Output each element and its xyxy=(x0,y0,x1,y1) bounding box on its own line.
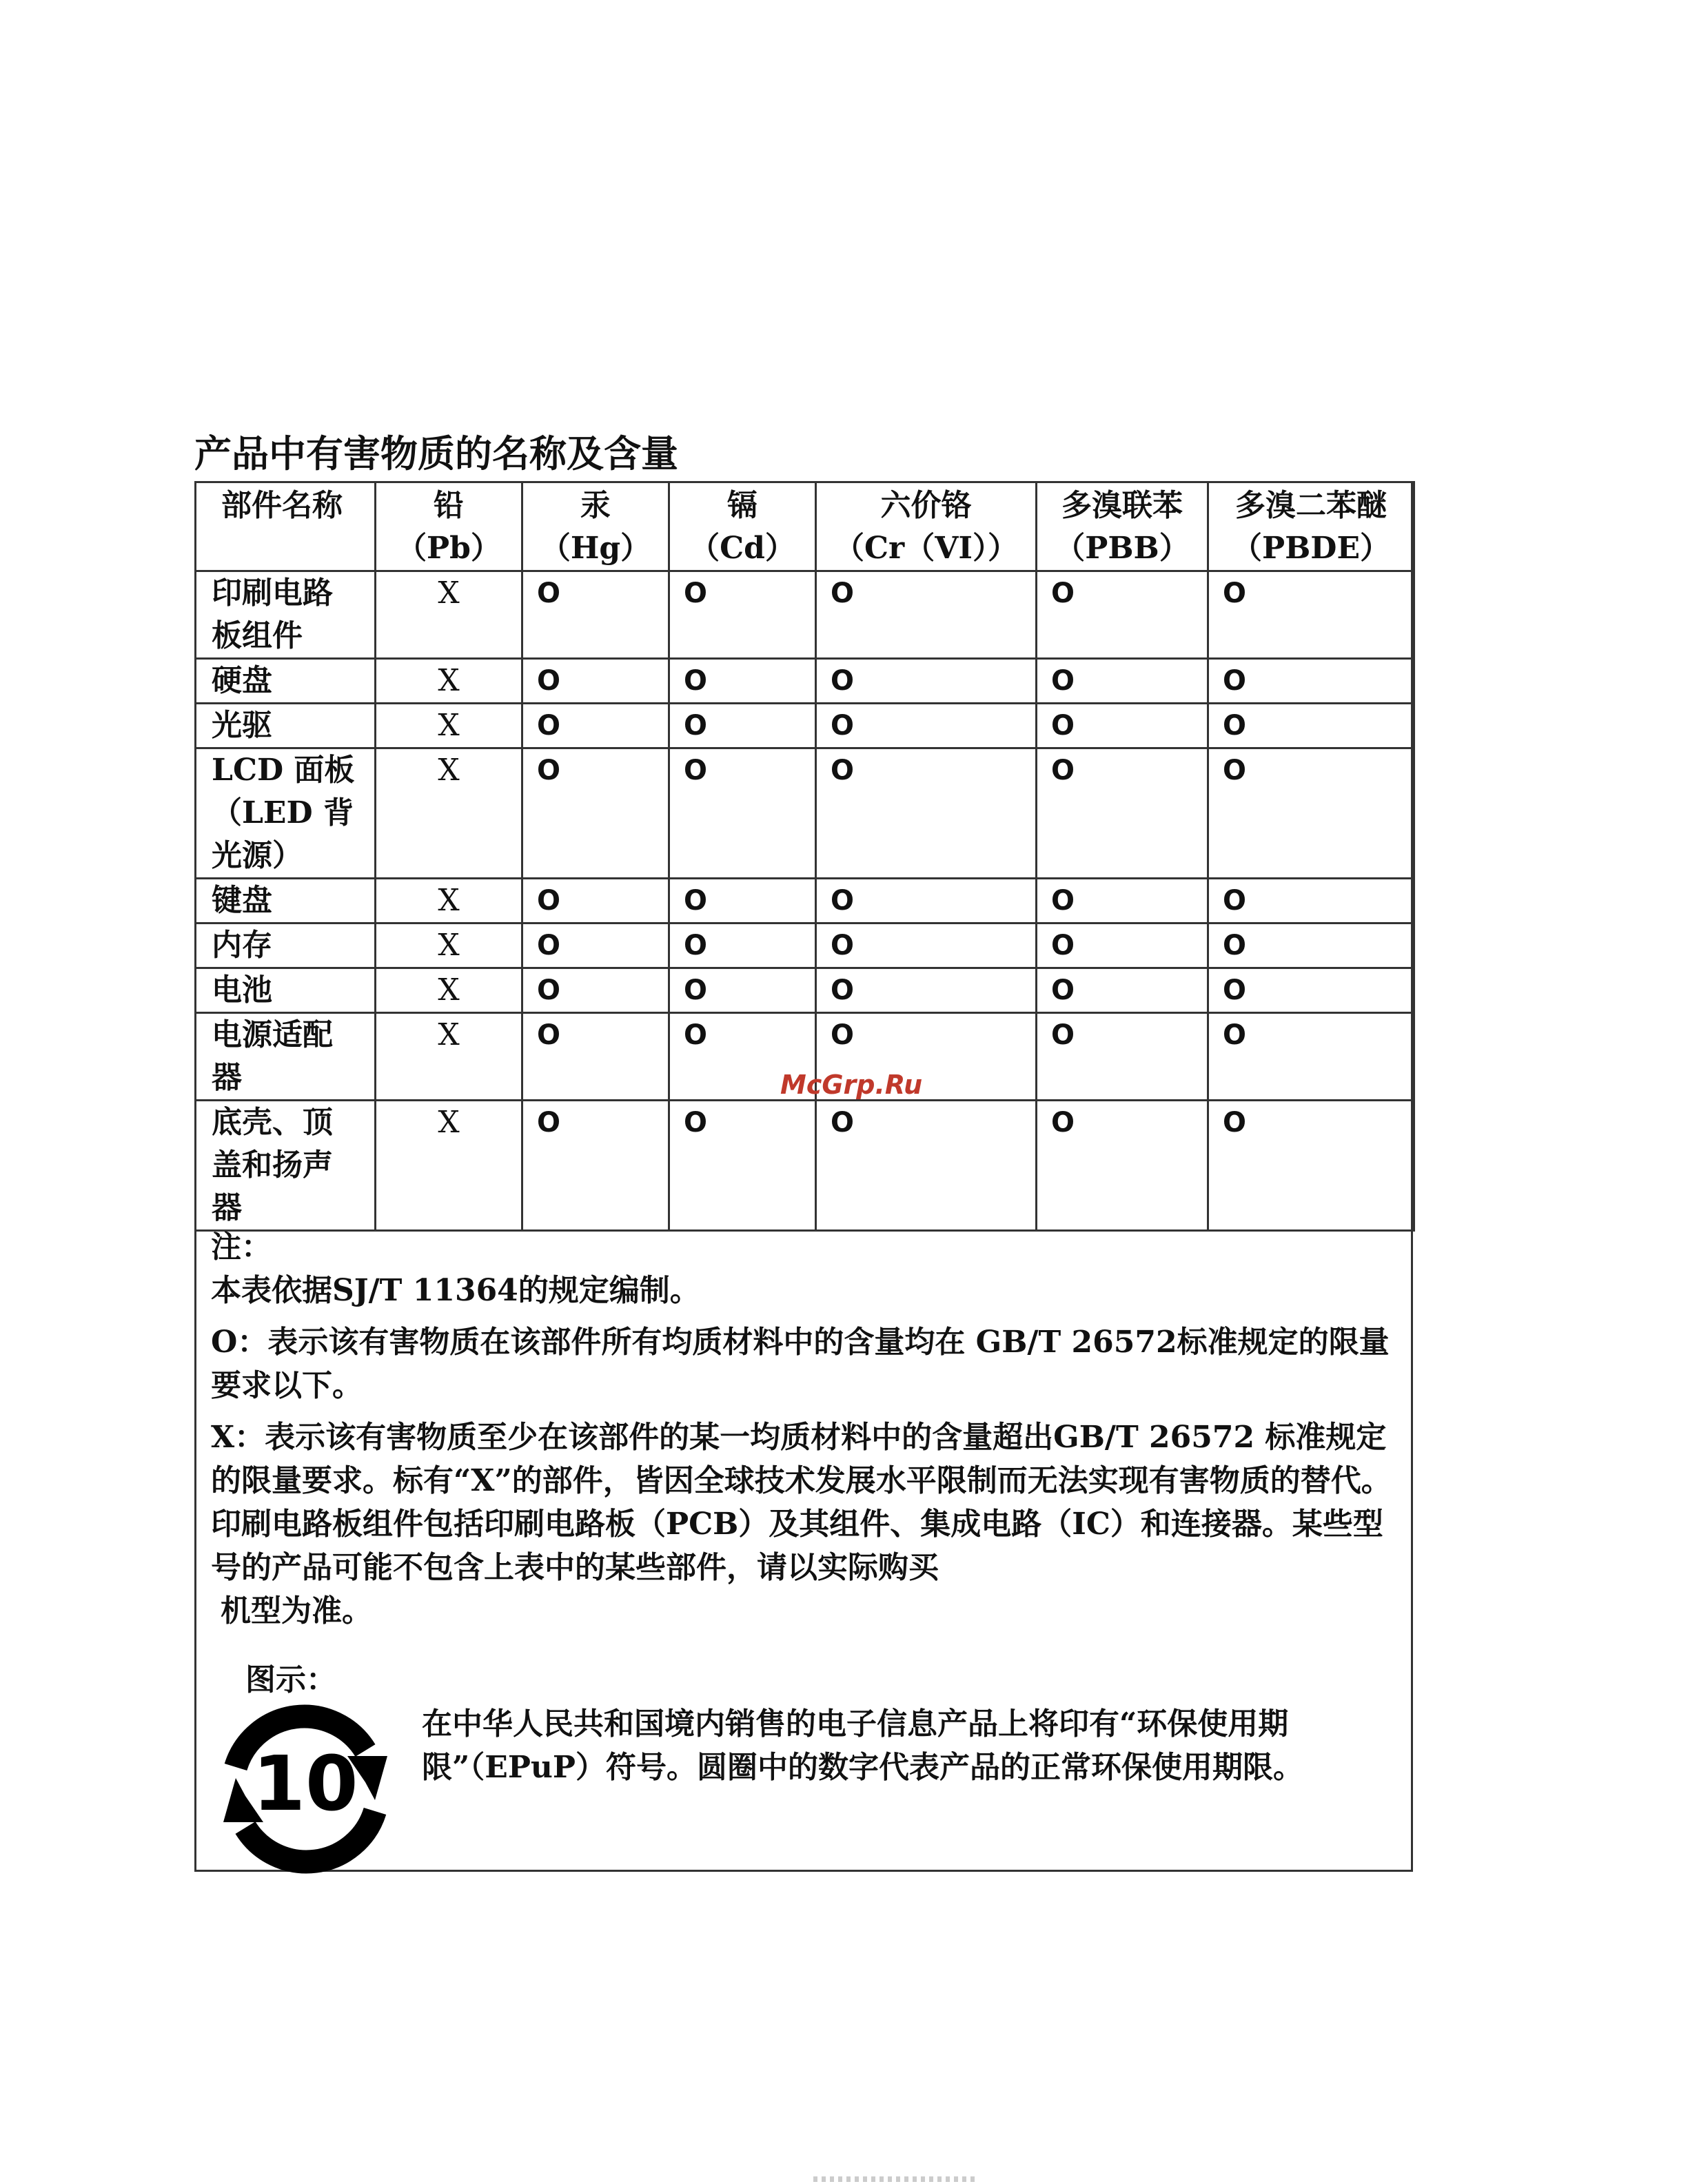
table-row xyxy=(196,923,1414,968)
part-name: LCD 面板（LED 背光源） xyxy=(196,748,376,879)
cell-hg: O xyxy=(522,968,669,1013)
notes-section xyxy=(211,1225,1396,1633)
epup-number: 10 xyxy=(252,1739,358,1828)
cell-cr: O xyxy=(816,571,1037,659)
part-name: 电池 xyxy=(196,968,376,1013)
cell-pbb: O xyxy=(1037,704,1208,748)
cell-pb: X xyxy=(376,968,522,1013)
header-part-name: 部件名称 xyxy=(196,482,376,571)
page-title: 产品中有害物质的名称及含量 xyxy=(194,431,678,476)
cell-hg: O xyxy=(522,1013,669,1101)
cell-pb: X xyxy=(376,571,522,659)
part-name: 底壳、顶盖和扬声器 xyxy=(196,1101,376,1231)
cell-cd: O xyxy=(669,571,816,659)
cell-pbde: O xyxy=(1208,879,1414,923)
part-name: 光驱 xyxy=(196,704,376,748)
cell-hg: O xyxy=(522,704,669,748)
cell-cr: O xyxy=(816,704,1037,748)
cell-cd: O xyxy=(669,659,816,704)
cell-pbde: O xyxy=(1208,1013,1414,1101)
cell-hg: O xyxy=(522,923,669,968)
cell-pbb: O xyxy=(1037,968,1208,1013)
cell-cd: O xyxy=(669,968,816,1013)
cell-cr: O xyxy=(816,748,1037,879)
cell-pb: X xyxy=(376,1101,522,1231)
table-row xyxy=(196,748,1414,879)
cell-cd: O xyxy=(669,1101,816,1231)
cell-pbde: O xyxy=(1208,748,1414,879)
cell-cd: O xyxy=(669,1013,816,1101)
cell-pbde: O xyxy=(1208,571,1414,659)
substance-table xyxy=(194,481,1415,1232)
cell-cr: O xyxy=(816,923,1037,968)
cell-pb: X xyxy=(376,879,522,923)
table-row xyxy=(196,968,1414,1013)
cell-hg: O xyxy=(522,1101,669,1231)
cell-pbb: O xyxy=(1037,748,1208,879)
cell-pb: X xyxy=(376,1013,522,1101)
cell-pbb: O xyxy=(1037,1101,1208,1231)
cell-pbde: O xyxy=(1208,1101,1414,1231)
cell-pb: X xyxy=(376,704,522,748)
cell-cd: O xyxy=(669,879,816,923)
cell-pbde: O xyxy=(1208,659,1414,704)
part-name: 硬盘 xyxy=(196,659,376,704)
cell-cd: O xyxy=(669,748,816,879)
cell-cr: O xyxy=(816,1101,1037,1231)
cell-pbb: O xyxy=(1037,659,1208,704)
header-lead: 铅 （Pb） xyxy=(376,482,522,571)
cell-hg: O xyxy=(522,879,669,923)
notes-o-definition: O：表示该有害物质在该部件所有均质材料中的含量均在 GB/T 26572标准规定的限量要求以下。 xyxy=(211,1325,1390,1403)
table-row xyxy=(196,879,1414,923)
header-pbde: 多溴二苯醚 （PBDE） xyxy=(1208,482,1414,571)
notes-basis: 本表依据SJ/T 11364的规定编制。 xyxy=(211,1273,700,1308)
part-name: 键盘 xyxy=(196,879,376,923)
cell-hg: O xyxy=(522,748,669,879)
table-header-row xyxy=(196,482,1414,571)
header-pbb: 多溴联苯 （PBB） xyxy=(1037,482,1208,571)
cell-pbde: O xyxy=(1208,923,1414,968)
legend-label: 图示： xyxy=(245,1662,336,1697)
part-name: 印刷电路板组件 xyxy=(196,571,376,659)
part-name: 电源适配器 xyxy=(196,1013,376,1101)
part-name: 内存 xyxy=(196,923,376,968)
cell-pbb: O xyxy=(1037,1013,1208,1101)
legend-description: 在中华人民共和国境内销售的电子信息产品上将印有“环保使用期限”（EPuP）符号。圆圈中的数字代表产品的正常环保使用期限。 xyxy=(422,1706,1304,1785)
cell-pb: X xyxy=(376,748,522,879)
cell-pbde: O xyxy=(1208,968,1414,1013)
watermark-text: McGrp.Ru xyxy=(780,1070,923,1100)
cell-pbde: O xyxy=(1208,704,1414,748)
notes-x-definition-end: 机型为准。 xyxy=(221,1593,372,1629)
cell-hg: O xyxy=(522,571,669,659)
cell-cr: O xyxy=(816,659,1037,704)
table-row xyxy=(196,571,1414,659)
cell-cr: O xyxy=(816,968,1037,1013)
header-mercury: 汞 （Hg） xyxy=(522,482,669,571)
notes-label: 注： xyxy=(211,1229,272,1265)
header-chromium: 六价铬 （Cr（VI）） xyxy=(816,482,1037,571)
cell-cr: O xyxy=(816,1013,1037,1101)
cell-cd: O xyxy=(669,923,816,968)
cell-cd: O xyxy=(669,704,816,748)
cell-pbb: O xyxy=(1037,879,1208,923)
cell-pb: X xyxy=(376,659,522,704)
table-row xyxy=(196,1101,1414,1231)
cell-pbb: O xyxy=(1037,923,1208,968)
table-row xyxy=(196,659,1414,704)
epup-10-icon xyxy=(210,1702,401,1876)
cell-pbb: O xyxy=(1037,571,1208,659)
notes-x-definition: X：表示该有害物质至少在该部件的某一均质材料中的含量超出GB/T 26572 标准规定的限量要求。标有“X”的部件，皆因全球技术发展水平限制而无法实现有害物质的替代。印刷电路板组件包括印刷电路板（PCB）及其组件、集成电路（IC）和连接器。某些型号的产品可能不包含上表中的某些部件，请以实际购买 xyxy=(211,1420,1392,1585)
header-cadmium: 镉 （Cd） xyxy=(669,482,816,571)
cell-cr: O xyxy=(816,879,1037,923)
table-row xyxy=(196,704,1414,748)
cell-hg: O xyxy=(522,659,669,704)
cell-pb: X xyxy=(376,923,522,968)
footer-artifact xyxy=(813,2176,979,2182)
